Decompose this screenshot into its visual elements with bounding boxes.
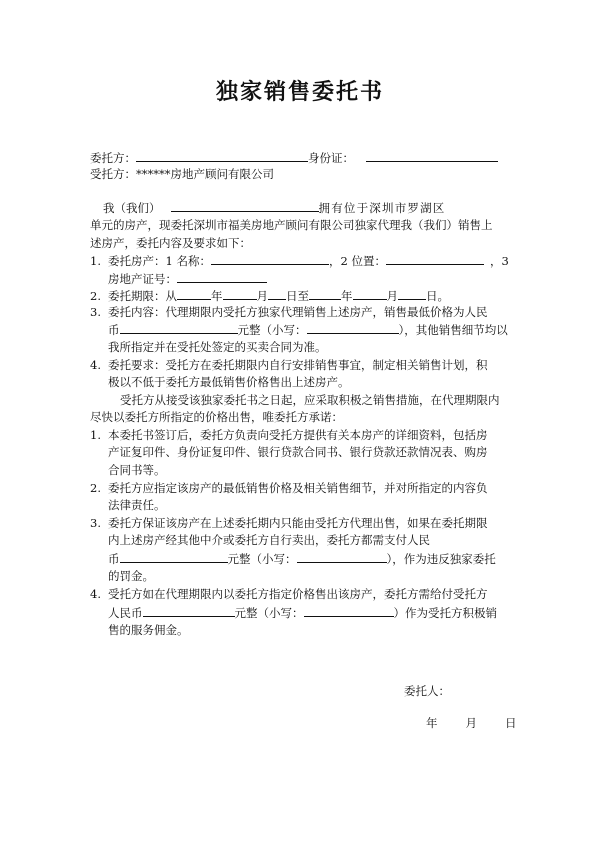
clause-text: 月 xyxy=(256,289,268,303)
commitment-text: 人民币 xyxy=(108,606,143,620)
commitment-text: 受托方如在代理期限内以委托方指定价格售出该房产，委托方需给付受托方 xyxy=(108,587,488,601)
clause-number: 4. xyxy=(90,358,101,372)
clause-text: 币 xyxy=(108,323,120,337)
property-location-blank[interactable] xyxy=(386,253,484,265)
clause-text: 房地产证号： xyxy=(108,272,177,286)
date-day: 日 xyxy=(505,716,517,730)
clause-text: 委托内容：代理期限内受托方独家代理销售上述房产，销售最低价格为人民 xyxy=(108,305,488,319)
client-line xyxy=(90,150,498,166)
commitment-text: ）作为受托方积极销 xyxy=(393,606,497,620)
commitment-number: 1. xyxy=(90,428,101,442)
clause-text: ，2 位置： xyxy=(328,254,386,268)
commitment-text: 本委托书签订后，委托方负责向受托方提供有关本房产的详细资料，包括房 xyxy=(108,428,488,442)
clause-number: 1. xyxy=(90,254,101,268)
commitment-text: ），作为违反独家委托 xyxy=(386,552,496,566)
clause-number: 3. xyxy=(90,305,101,319)
commitment-text: 元整（小写： xyxy=(234,606,304,620)
commitment-4-cont-1 xyxy=(108,605,497,621)
commitment-text: 委托方保证该房产在上述委托期内只能由受托方代理出售，如果在委托期限 xyxy=(108,516,488,530)
clause-1-cont xyxy=(108,271,267,287)
document-title: 独家销售委托书 xyxy=(215,79,384,105)
commitment-2 xyxy=(90,481,488,496)
commitment-1 xyxy=(90,428,488,443)
commitment-number: 2. xyxy=(90,481,101,495)
start-year-blank[interactable] xyxy=(177,288,211,300)
commitment-number: 4. xyxy=(90,587,101,601)
promise-line-2: 尽快以委托方所指定的价格出售，唯委托方承诺： xyxy=(90,410,343,424)
agent-label: 受托方： xyxy=(90,167,136,181)
start-day-blank[interactable] xyxy=(268,288,286,300)
clause-text: ，3 xyxy=(489,254,509,268)
date-month: 月 xyxy=(465,716,477,730)
penalty-words-blank[interactable] xyxy=(120,551,228,563)
clause-text: 日。 xyxy=(426,289,449,303)
commission-words-blank[interactable] xyxy=(143,605,235,617)
end-day-blank[interactable] xyxy=(398,288,426,300)
client-name-blank[interactable] xyxy=(136,150,308,162)
end-year-blank[interactable] xyxy=(309,288,341,300)
intro-line-3: 述房产，委托内容及要求如下： xyxy=(90,236,251,250)
commission-figure-blank[interactable] xyxy=(304,605,394,617)
penalty-figure-blank[interactable] xyxy=(297,551,387,563)
commitment-4-cont-2: 售的服务佣金。 xyxy=(108,623,189,637)
date-year: 年 xyxy=(426,716,438,730)
owner-blank[interactable] xyxy=(171,200,319,212)
intro-text: 拥有位于深圳市罗湖区 xyxy=(318,201,446,215)
clause-2 xyxy=(90,288,449,304)
commitment-3-cont-3: 的罚金。 xyxy=(108,569,154,583)
commitment-4 xyxy=(90,587,488,602)
signature-date xyxy=(426,716,517,731)
intro-line-2: 单元的房产，现委托深圳市福美房地产顾问有限公司独家代理我（我们）销售上 xyxy=(90,218,493,232)
intro-line-1 xyxy=(103,200,446,216)
agent-line xyxy=(90,167,274,182)
clause-1 xyxy=(90,253,509,269)
start-month-blank[interactable] xyxy=(223,288,257,300)
clause-4-cont: 极以不低于委托方最低销售价格售出上述房产。 xyxy=(108,375,350,389)
clause-4 xyxy=(90,358,488,373)
signature-client-label: 委托人： xyxy=(404,684,450,698)
min-price-words-blank[interactable] xyxy=(120,322,238,334)
commitment-2-cont: 法律责任。 xyxy=(108,498,166,512)
clause-3 xyxy=(90,305,488,320)
commitment-1-cont-1: 产证复印件、身份证复印件、银行贷款合同书、银行贷款还款情况表、购房 xyxy=(108,445,488,459)
commitment-text: 委托方应指定该房产的最低销售价格及相关销售细节，并对所指定的内容负 xyxy=(108,481,488,495)
clause-text: ），其他销售细节均以 xyxy=(398,323,508,337)
clause-text: 委托要求：受托方在委托期限内自行安排销售事宜，制定相关销售计划，积 xyxy=(108,358,488,372)
agent-name: ******房地产顾问有限公司 xyxy=(136,167,274,181)
clause-3-cont-2: 我所指定并在受托处签定的买卖合同为准。 xyxy=(108,340,327,354)
clause-text: 月 xyxy=(386,289,398,303)
property-name-blank[interactable] xyxy=(211,253,329,265)
promise-line-1: 受托方从接受该独家委托书之日起，应采取积极之销售措施，在代理期限内 xyxy=(120,393,500,407)
commitment-text: 元整（小写： xyxy=(227,552,297,566)
id-label: 身份证： xyxy=(308,151,354,165)
clause-3-cont-1 xyxy=(108,322,508,338)
clause-text: 日至 xyxy=(286,289,309,303)
commitment-3-cont-1: 内上述房产经其他中介或委托方自行卖出，委托方都需支付人民 xyxy=(108,533,430,547)
clause-text: 元整（小写： xyxy=(237,323,307,337)
clause-text: 委托房产：1 名称： xyxy=(108,254,211,268)
commitment-text: 币 xyxy=(108,552,120,566)
id-number-blank[interactable] xyxy=(366,150,498,162)
commitment-1-cont-2: 合同书等。 xyxy=(108,463,166,477)
commitment-3-cont-2 xyxy=(108,551,496,567)
min-price-figure-blank[interactable] xyxy=(307,322,399,334)
clause-text: 委托期限：从 xyxy=(108,289,177,303)
end-month-blank[interactable] xyxy=(353,288,387,300)
clause-number: 2. xyxy=(90,289,101,303)
clause-text: 年 xyxy=(211,289,223,303)
client-label: 委托方： xyxy=(90,151,136,165)
clause-text: 年 xyxy=(341,289,353,303)
intro-text: 我（我们） xyxy=(103,201,161,215)
commitment-number: 3. xyxy=(90,516,101,530)
property-cert-blank[interactable] xyxy=(177,271,267,283)
commitment-3 xyxy=(90,516,488,531)
